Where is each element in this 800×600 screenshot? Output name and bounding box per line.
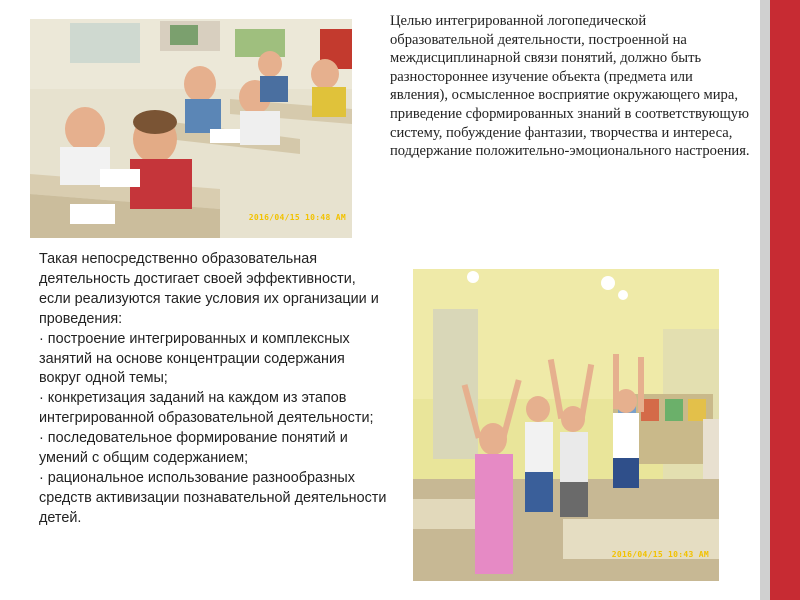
photo-timestamp: 2016/04/15 10:43 AM [611, 550, 709, 559]
conditions-intro: Такая непосредственно образовательная деятельность достигает своей эффективности, если реализуются такие условия их организации и проведения: [39, 251, 379, 327]
paragraph-left [39, 250, 389, 529]
condition-item: · конкретизация заданий на каждом из этапов интегрированной образовательной деятельности; [39, 390, 374, 427]
condition-item: · рациональное использование разнообразных средств активизации познавательной деятельности детей. [39, 469, 387, 526]
classroom-desks-photo [30, 19, 352, 238]
classroom-exercise-photo [413, 269, 719, 581]
condition-item: · построение интегрированных и комплексных занятий на основе концентрации содержания вокруг одной темы; [39, 330, 350, 387]
accent-bar [760, 0, 800, 600]
condition-item: · последовательное формирование понятий и умений с общим содержанием; [39, 430, 348, 467]
paragraph-right: Целью интегрированной логопедической образовательной деятельности, построенной на междисциплинарной связи понятий, должно быть разностороннее изучение объекта (предмета или явления), осмысленное восприятие окружающего мира, приведение сформированных знаний в соответствующую систему, побуждение фантазии, творчества и интереса, поддержание положительно-эмоционального настроения. [390, 13, 750, 160]
photo-timestamp: 2016/04/15 10:48 AM [248, 213, 346, 222]
